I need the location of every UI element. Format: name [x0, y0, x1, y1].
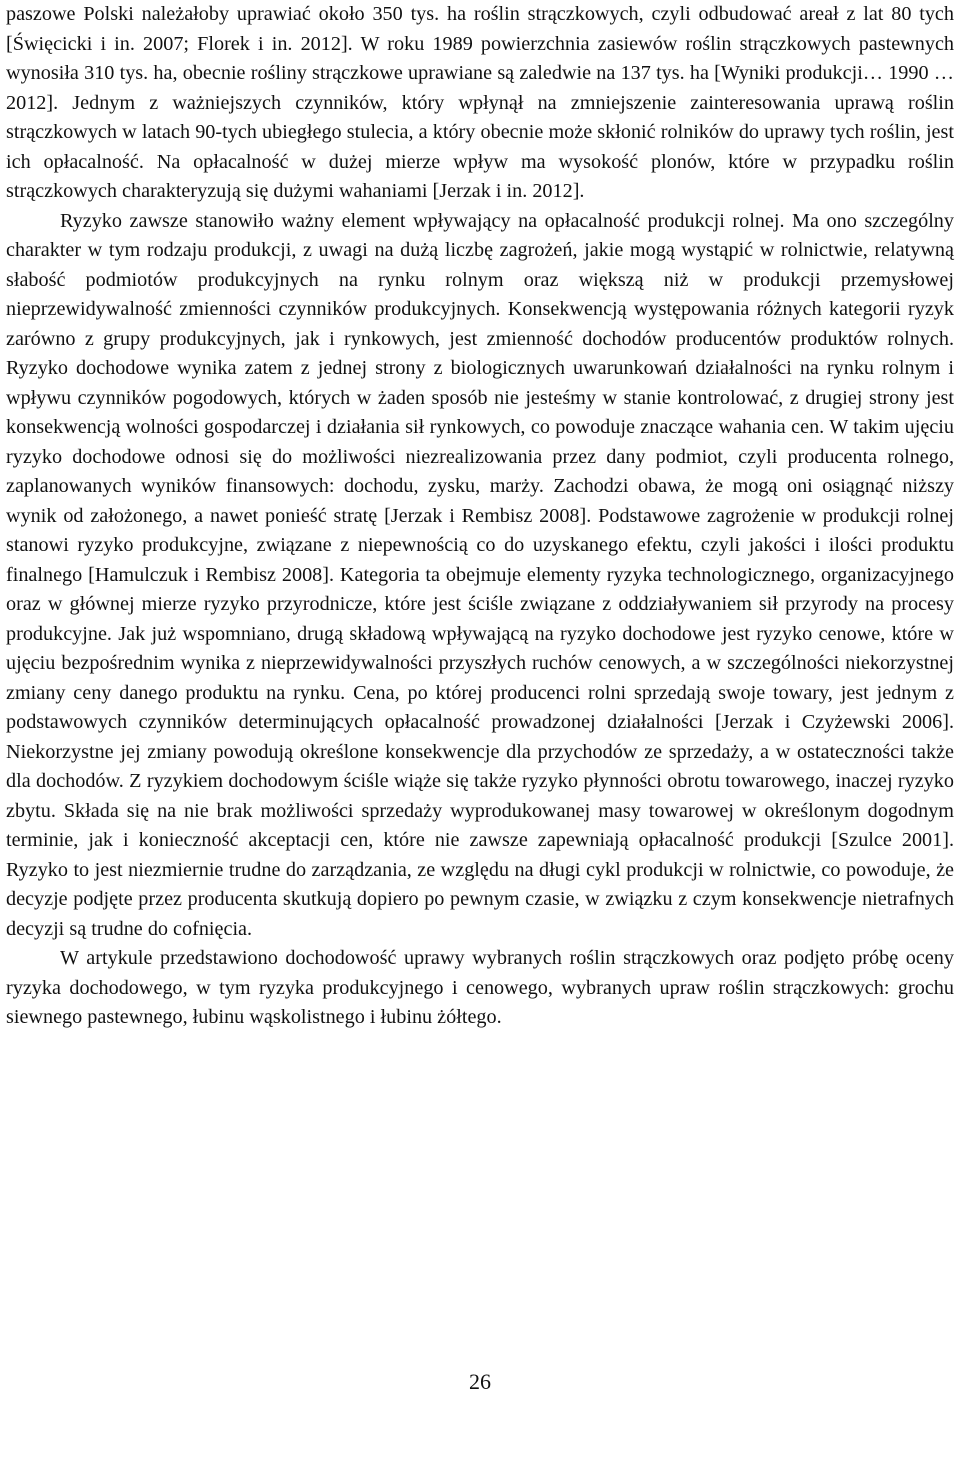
document-page	[6, 0, 954, 1033]
paragraph-article-summary: W artykule przedstawiono dochodowość uprawy wybranych roślin strączkowych oraz podjęto próbę oceny ryzyka dochodowego, w tym ryzyka produkcyjnego i cenowego, wybranych upraw roślin strączkowych: grochu siewnego pastewnego, łubinu wąskolistnego i łubinu żółtego.	[6, 947, 954, 1028]
paragraph-risk: Ryzyko zawsze stanowiło ważny element wpływający na opłacalność produkcji rolnej. Ma ono szczególny charakter w tym rodzaju produkcji, z uwagi na dużą liczbę zagrożeń, jakie mogą wystąpić w rolnictwie, relatywną słabość podmiotów produkcyjnych na rynku rolnym oraz większą niż w produkcji przemysłowej nieprzewidywalność zmienności czynników produkcyjnych. Konsekwencją występowania różnych kategorii ryzyk zarówno z grupy produkcyjnych, jak i rynkowych, jest zmienność dochodów producentów produktów rolnych. Ryzyko dochodowe wynika zatem z jednej strony z biologicznych uwarunkowań działalności na rynku rolnym i wpływu czynników pogodowych, których w żaden sposób nie jesteśmy w stanie kontrolować, z drugiej strony jest konsekwencją wolności gospodarczej i działania sił rynkowych, co powoduje znaczące wahania cen. W takim ujęciu ryzyko dochodowe odnosi się do możliwości niezrealizowania przez dany podmiot, czyli producenta rolnego, zaplanowanych wyników finansowych: dochodu, zysku, marży. Zachodzi obawa, że mogą oni osiągnąć niższy wynik od założonego, a nawet ponieść stratę [Jerzak i Rembisz 2008]. Podstawowe zagrożenie w produkcji rolnej stanowi ryzyko produkcyjne, związane z niepewnością co do uzyskanego efektu, czyli jakości i ilości produktu finalnego [Hamulczuk i Rembisz 2008]. Kategoria ta obejmuje elementy ryzyka technologicznego, organizacyjnego oraz w głównej mierze ryzyko przyrodnicze, które jest ściśle związane z oddziaływaniem sił przyrody na procesy produkcyjne. Jak już wspomniano, drugą składową wpływającą na ryzyko dochodowe jest ryzyko cenowe, które w ujęciu bezpośrednim wynika z nieprzewidywalności przyszłych ruchów cenowych, a w szczególności niekorzystnej zmiany ceny danego produktu na rynku. Cena, po której producenci rolni sprzedają swoje towary, jest jednym z podstawowych czynników determinujących opłacalność prowadzonej działalności [Jerzak i Czyżewski 2006]. Niekorzystne jej zmiany powodują określone konsekwencje dla przychodów ze sprzedaży, a w ostateczności także dla dochodów. Z ryzykiem dochodowym ściśle wiąże się także ryzyko płynności obrotu towarowego, inaczej ryzyko zbytu. Składa się na nie brak możliwości sprzedaży wyprodukowanej masy towarowej w określonym dogodnym terminie, jak i konieczność akceptacji cen, które nie zawsze zapewniają opłacalność produkcji [Szulce 2001]. Ryzyko to jest niezmiernie trudne do zarządzania, ze względu na długi cykl produkcji w rolnictwie, co powoduje, że decyzje podjęte przez producenta skutkują dopiero po pewnym czasie, w związku z czym konsekwencje nietrafnych decyzji są trudne do cofnięcia.	[6, 209, 954, 940]
page-number: 26	[469, 1369, 491, 1394]
paragraph-continuation: paszowe Polski należałoby uprawiać około 350 tys. ha roślin strączkowych, czyli odbudować areał z lat 80 tych [Święcicki i in. 2007; Florek i in. 2012]. W roku 1989 powierzchnia zasiewów roślin strączkowych pastewnych wynosiła 310 tys. ha, obecnie rośliny strączkowe uprawiane są zaledwie na 137 tys. ha [Wyniki produkcji… 1990 … 2012]. Jednym z ważniejszych czynników, który wpłynął na zmniejszenie zainteresowania uprawą roślin strączkowych w latach 90-tych ubiegłego stulecia, a który obecnie może skłonić rolników do uprawy tych roślin, jest ich opłacalność. Na opłacalność w dużej mierze wpływ ma wysokość plonów, które w przypadku roślin strączkowych charakteryzują się dużymi wahaniami [Jerzak i in. 2012].	[6, 3, 954, 202]
